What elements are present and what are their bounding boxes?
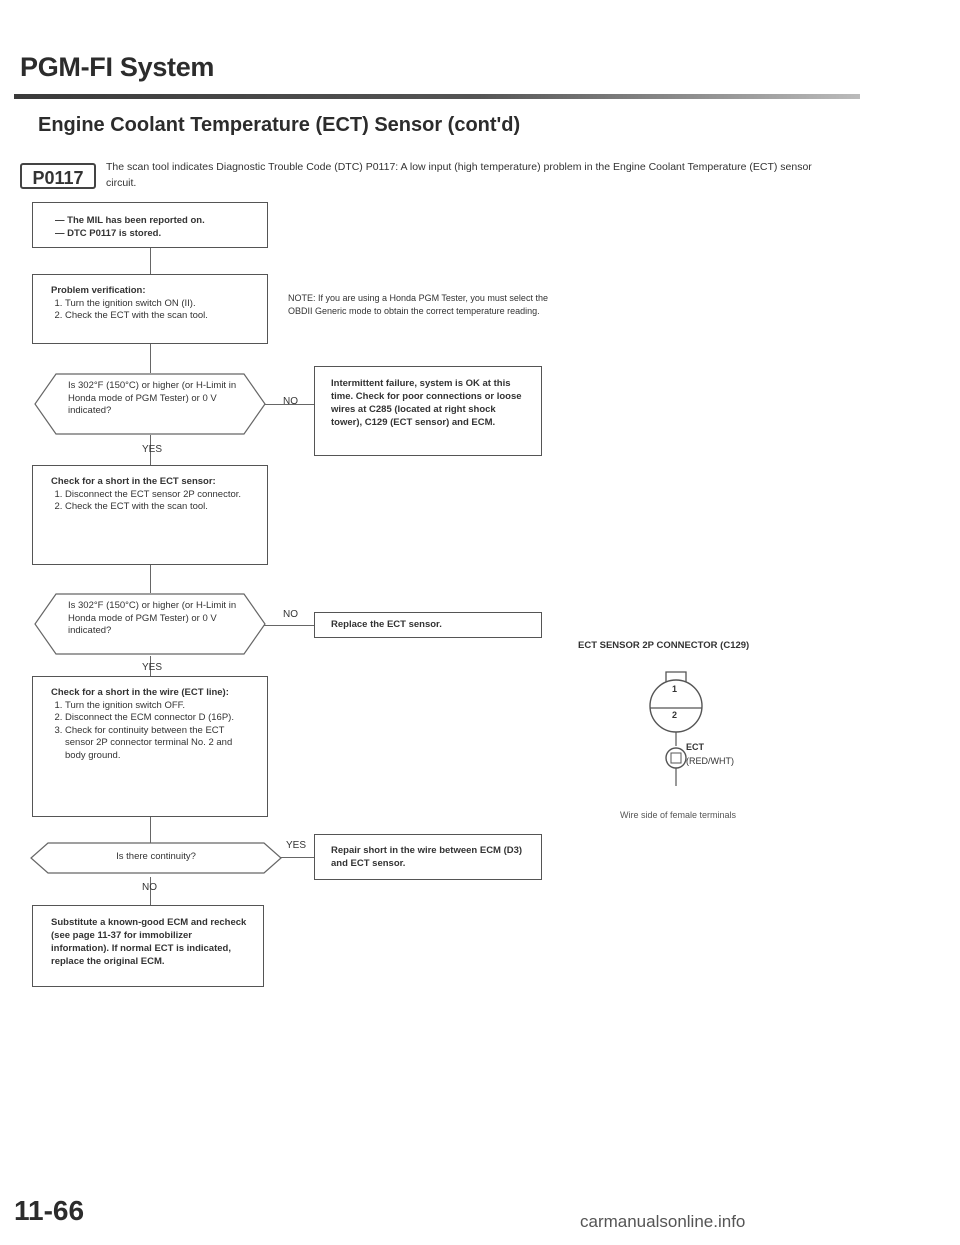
- check-wire-step-1: 1. Turn the ignition switch OFF.: [65, 700, 253, 713]
- page-subtitle: Engine Coolant Temperature (ECT) Sensor (cont'd): [38, 114, 521, 136]
- repair-short-box: [314, 834, 542, 880]
- check-sensor-heading: Check for a short in the ECT sensor:: [51, 476, 216, 487]
- connector-caption: Wire side of female terminals: [620, 810, 737, 820]
- watermark: carmanualsonline.info: [580, 1212, 746, 1231]
- start-condition-box: [32, 202, 268, 248]
- verification-step-1: 1. Turn the ignition switch ON (II).: [65, 298, 253, 311]
- check-sensor-step-1: 1. Disconnect the ECT sensor 2P connector.: [65, 489, 253, 502]
- substitute-ecm-box: [32, 905, 264, 987]
- flow-line: [150, 565, 151, 593]
- replace-sensor-text: Replace the ECT sensor.: [331, 619, 442, 630]
- q2-no-label: NO: [283, 609, 298, 620]
- connector-title: ECT SENSOR 2P CONNECTOR (C129): [578, 640, 750, 651]
- header-divider: [14, 94, 860, 99]
- question-2-text: Is 302°F (150°C) or higher (or H-Limit in Honda mode of PGM Tester) or 0 V indicated?: [68, 600, 237, 636]
- connector-diagram: [638, 664, 758, 804]
- start-line-2: — DTC P0117 is stored.: [55, 227, 162, 239]
- q1-no-label: NO: [283, 396, 298, 407]
- connector-terminal-label: ECT: [686, 742, 704, 752]
- connector-pin-1: 1: [672, 684, 678, 694]
- flow-line: [150, 343, 151, 373]
- tester-note: NOTE: If you are using a Honda PGM Tester, you must select the OBDII Generic mode to obtain the correct temperature reading.: [288, 293, 548, 316]
- connector-pin-2: 2: [672, 710, 678, 720]
- flow-line: [264, 625, 314, 626]
- flow-line: [280, 857, 314, 858]
- intermittent-failure-box: [314, 366, 542, 456]
- question-2-decision: [34, 593, 266, 655]
- substitute-text: Substitute a known-good ECM and recheck (see page 11-37 for immobilizer information). If normal ECT is indicated, replace the original ECM.: [51, 917, 247, 967]
- check-sensor-short-box: [32, 465, 268, 565]
- dtc-description: The scan tool indicates Diagnostic Trouble Code (DTC) P0117: A low input (high temperature) problem in the Engine Coolant Temperature (ECT) sensor circuit.: [106, 161, 812, 189]
- repair-short-text: Repair short in the wire between ECM (D3) and ECT sensor.: [331, 845, 523, 869]
- q3-no-label: NO: [142, 882, 157, 893]
- page-number: 11-66: [14, 1195, 85, 1226]
- q3-yes-label: YES: [286, 840, 307, 851]
- verification-step-2: 2. Check the ECT with the scan tool.: [65, 310, 253, 323]
- question-3-text: Is there continuity?: [116, 851, 196, 862]
- question-3-decision: [30, 842, 282, 874]
- intermittent-text: Intermittent failure, system is OK at this time. Check for poor connections or loose wires at C285 (located at right shock tower), C129 (ECT sensor) and ECM.: [331, 378, 522, 428]
- q1-yes-label: YES: [142, 444, 163, 455]
- connector-wire-color: (RED/WHT): [686, 756, 734, 766]
- section-title: PGM-FI System: [20, 52, 215, 82]
- question-1-text: Is 302°F (150°C) or higher (or H-Limit in Honda mode of PGM Tester) or 0 V indicated?: [68, 380, 237, 416]
- start-line-1: — The MIL has been reported on.: [55, 215, 205, 226]
- problem-verification-box: [32, 274, 268, 344]
- check-wire-short-box: [32, 676, 268, 817]
- dtc-code-badge: P0117: [20, 163, 96, 189]
- check-wire-heading: Check for a short in the wire (ECT line):: [51, 687, 229, 698]
- replace-sensor-box: [314, 612, 542, 638]
- q2-yes-label: YES: [142, 662, 163, 673]
- check-wire-step-3: 3. Check for continuity between the ECT sensor 2P connector terminal No. 2 and body ground.: [65, 725, 253, 763]
- question-1-decision: [34, 373, 266, 435]
- check-wire-step-2: 2. Disconnect the ECM connector D (16P).: [65, 712, 253, 725]
- verification-heading: Problem verification:: [51, 285, 146, 296]
- check-sensor-step-2: 2. Check the ECT with the scan tool.: [65, 501, 253, 514]
